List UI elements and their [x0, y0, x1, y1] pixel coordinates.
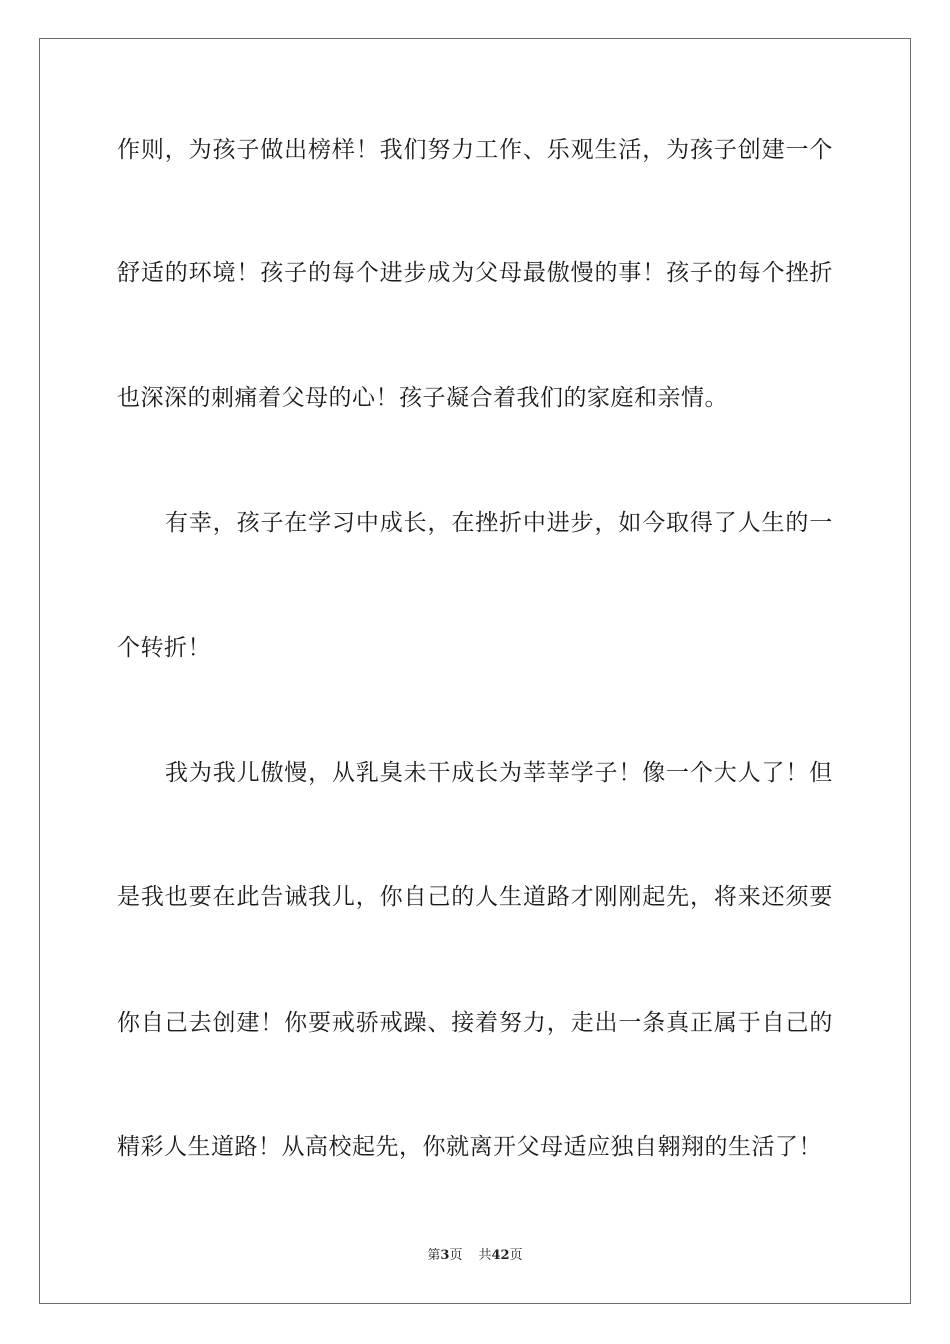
footer-total-prefix: 共 — [478, 1248, 492, 1263]
page-frame — [39, 38, 911, 1304]
footer-total-pages: 42 — [491, 1248, 510, 1263]
body-line-8: 你 自 己 去 创 建 ！ 你 要 戒 骄 戒 躁 、 接 着 努 力 ， 走 出 一 条 真 正 属 于 自 己 的 — [117, 1010, 833, 1036]
body-line-9: 精彩人生道路！从高校起先，你就离开父母适应独自翱翔的生活了！ — [117, 1134, 822, 1160]
footer-page-suffix: 页 — [449, 1248, 463, 1263]
body-line-1: 作 则 ， 为 孩 子 做 出 榜 样 ！ 我 们 努 力 工 作 、 乐 观 生 活 ， 为 孩 子 创 建 一 个 — [117, 137, 833, 163]
body-line-2: 舒 适 的 环 境 ！ 孩 子 的 每 个 进 步 成 为 父 母 最 傲 慢 的 事 ！ 孩 子 的 每 个 挫 折 — [117, 260, 833, 286]
body-line-3: 也深深的刺痛着父母的心！孩子凝合着我们的家庭和亲情。 — [117, 385, 728, 411]
body-line-4: 有 幸 ， 孩 子 在 学 习 中 成 长 ， 在 挫 折 中 进 步 ， 如 今 取 得 了 人 生 的 一 — [165, 510, 833, 536]
body-line-5: 个转折！ — [117, 635, 211, 661]
footer-page-prefix: 第 — [427, 1248, 441, 1263]
body-line-7: 是 我 也 要 在 此 告 诫 我 儿 ， 你 自 己 的 人 生 道 路 才 刚 刚 起 先 ， 将 来 还 须 要 — [117, 884, 833, 910]
page-footer — [0, 1247, 950, 1265]
body-line-6: 我 为 我 儿 傲 慢 ， 从 乳 臭 未 干 成 长 为 莘 莘 学 子 ！ 像 一 个 大 人 了 ！ 但 — [165, 760, 833, 786]
footer-page-number: 3 — [440, 1248, 450, 1263]
footer-total-suffix: 页 — [509, 1248, 523, 1263]
